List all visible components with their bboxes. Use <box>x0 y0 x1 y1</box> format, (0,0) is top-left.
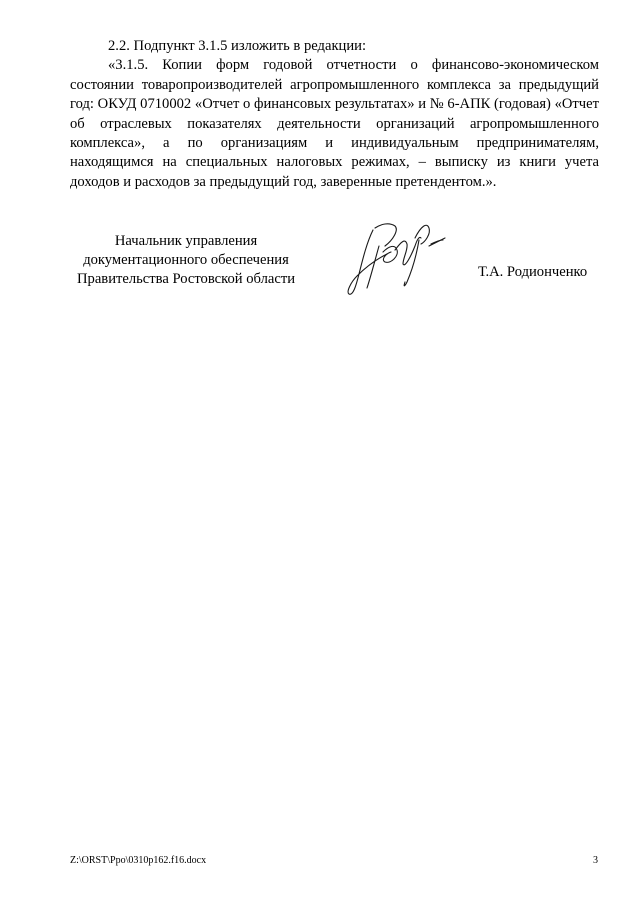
document-body <box>70 37 599 192</box>
amendment-text-paragraph: «3.1.5. Копии форм годовой отчетности о финансово-экономическом состоянии товаропроизводителей агропромышленного комплекса за предыдущий год: ОКУД 0710002 «Отчет о финансовых результатах» и № 6-АПК (годовая) «Отчет об отраслевых показателях деятельности организаций агропромышленного комплекса», а по организациям и индивидуальным предпринимателям, находящимся на специальных налоговых режимах, – выписку из книги учета доходов и расходов за предыдущий год, заверенные претендентом.». <box>70 57 599 190</box>
signer-name: Т.А. Родионченко <box>478 264 588 280</box>
page-number: 3 <box>593 855 598 866</box>
signatory-position <box>70 232 302 289</box>
position-line: документационного обеспечения <box>83 252 289 268</box>
footer-file-path: Z:\ORST\Ppo\0310p162.f16.docx <box>70 855 207 866</box>
position-line: Правительства Ростовской области <box>76 271 296 287</box>
position-line: Начальник управления <box>114 233 258 249</box>
handwritten-signature <box>345 216 455 300</box>
amendment-intro-paragraph: 2.2. Подпункт 3.1.5 изложить в редакции: <box>108 38 367 54</box>
